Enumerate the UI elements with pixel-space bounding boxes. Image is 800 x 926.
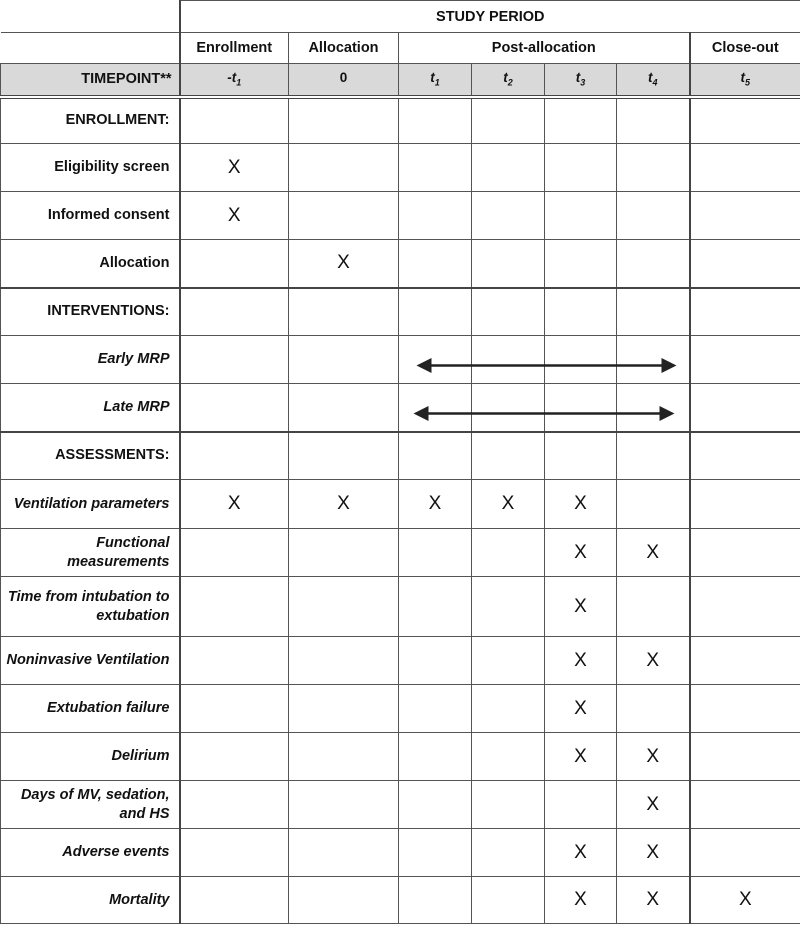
cell-t2 [472, 97, 545, 144]
schedule-row [1, 480, 800, 529]
schedule-row [1, 384, 800, 432]
cell-t3: X [545, 733, 617, 781]
cell-t3 [545, 432, 617, 480]
cell-t1 [399, 577, 472, 637]
cell-enrollment [180, 432, 289, 480]
cell-t5 [690, 432, 800, 480]
cell-t2 [472, 577, 545, 637]
cell-allocation: X [289, 240, 399, 288]
cell-enrollment: X [180, 192, 289, 240]
schedule-row [1, 192, 800, 240]
cell-allocation [289, 577, 399, 637]
cell-t4: X [617, 781, 690, 829]
row-label: Ventilation parameters [1, 480, 180, 529]
cell-t5 [690, 829, 800, 877]
cell-t4: X [617, 733, 690, 781]
cell-t3: X [545, 529, 617, 577]
cell-t5 [690, 637, 800, 685]
timepoint-t1: $t_1$ [399, 64, 472, 97]
cell-t2 [472, 144, 545, 192]
cell-t2 [472, 288, 545, 336]
cell-t3: X [545, 877, 617, 924]
schedule-row [1, 336, 800, 384]
cell-enrollment [180, 97, 289, 144]
timepoint-enrollment: $-t_1$ [180, 64, 289, 97]
schedule-row [1, 288, 800, 336]
cell-t5 [690, 529, 800, 577]
cell-t5 [690, 384, 800, 432]
cell-t3: X [545, 480, 617, 529]
cell-t1 [399, 240, 472, 288]
schedule-row [1, 877, 800, 924]
cell-allocation [289, 685, 399, 733]
cell-t1 [399, 288, 472, 336]
cell-t2 [472, 432, 545, 480]
cell-t4 [617, 577, 690, 637]
schedule-row [1, 781, 800, 829]
cell-t4 [617, 192, 690, 240]
cell-t3: X [545, 637, 617, 685]
cell-t4 [617, 384, 690, 432]
cell-t4 [617, 144, 690, 192]
row-label: Early MRP [1, 336, 180, 384]
cell-t4: X [617, 529, 690, 577]
study-period-heading: STUDY PERIOD [180, 1, 800, 33]
cell-enrollment [180, 733, 289, 781]
cell-t3: X [545, 685, 617, 733]
timepoint-t3: $t_3$ [545, 64, 617, 97]
cell-allocation [289, 781, 399, 829]
cell-t1 [399, 192, 472, 240]
cell-allocation [289, 829, 399, 877]
cell-t1 [399, 432, 472, 480]
cell-t2: X [472, 480, 545, 529]
section-heading: INTERVENTIONS: [1, 288, 180, 336]
cell-enrollment [180, 829, 289, 877]
cell-t5 [690, 192, 800, 240]
cell-allocation [289, 529, 399, 577]
row-label: Late MRP [1, 384, 180, 432]
cell-t5 [690, 336, 800, 384]
cell-t3 [545, 288, 617, 336]
timepoint-t2: $t_2$ [472, 64, 545, 97]
cell-t4 [617, 480, 690, 529]
section-heading: ENROLLMENT: [1, 97, 180, 144]
cell-t1 [399, 877, 472, 924]
cell-t1 [399, 144, 472, 192]
timepoint-row [1, 64, 800, 97]
schedule-row [1, 829, 800, 877]
cell-t5 [690, 480, 800, 529]
cell-t1 [399, 384, 472, 432]
schedule-row [1, 529, 800, 577]
schedule-body [1, 97, 800, 924]
row-label: Extubation failure [1, 685, 180, 733]
cell-t5 [690, 733, 800, 781]
cell-t1 [399, 781, 472, 829]
cell-t3 [545, 336, 617, 384]
row-label: Functional measurements [1, 529, 180, 577]
cell-t3: X [545, 829, 617, 877]
cell-t3 [545, 192, 617, 240]
cell-t5 [690, 781, 800, 829]
cell-t2 [472, 637, 545, 685]
cell-t4: X [617, 637, 690, 685]
phase-post-allocation: Post-allocation [399, 33, 690, 64]
schedule-row [1, 432, 800, 480]
cell-t1 [399, 637, 472, 685]
cell-allocation [289, 144, 399, 192]
cell-allocation [289, 877, 399, 924]
cell-t4 [617, 97, 690, 144]
cell-allocation [289, 637, 399, 685]
cell-t4: X [617, 829, 690, 877]
phase-allocation: Allocation [289, 33, 399, 64]
cell-enrollment: X [180, 480, 289, 529]
cell-t5 [690, 240, 800, 288]
section-heading: ASSESSMENTS: [1, 432, 180, 480]
phase-close-out: Close-out [690, 33, 800, 64]
cell-enrollment [180, 384, 289, 432]
cell-t1 [399, 685, 472, 733]
row-label: Adverse events [1, 829, 180, 877]
row-label: Days of MV, sedation, and HS [1, 781, 180, 829]
row-label: Mortality [1, 877, 180, 924]
schedule-row [1, 685, 800, 733]
cell-allocation [289, 432, 399, 480]
cell-t2 [472, 192, 545, 240]
row-label: Delirium [1, 733, 180, 781]
row-label: Noninvasive Ventilation [1, 637, 180, 685]
cell-enrollment [180, 877, 289, 924]
cell-t1 [399, 97, 472, 144]
cell-enrollment [180, 577, 289, 637]
cell-t4 [617, 432, 690, 480]
cell-t1 [399, 733, 472, 781]
cell-t3 [545, 781, 617, 829]
cell-t2 [472, 685, 545, 733]
cell-t1 [399, 529, 472, 577]
cell-t3 [545, 144, 617, 192]
cell-t2 [472, 240, 545, 288]
cell-allocation [289, 97, 399, 144]
study-period-row [1, 1, 800, 33]
cell-t4 [617, 288, 690, 336]
cell-t2 [472, 336, 545, 384]
cell-enrollment [180, 288, 289, 336]
schedule-row [1, 97, 800, 144]
corner-cell [1, 1, 180, 33]
cell-t5 [690, 288, 800, 336]
cell-allocation [289, 192, 399, 240]
schedule-row [1, 144, 800, 192]
cell-t5 [690, 97, 800, 144]
timepoint-t5: $t_5$ [690, 64, 800, 97]
schedule-row [1, 577, 800, 637]
phase-enrollment: Enrollment [180, 33, 289, 64]
timepoint-allocation: 0 [289, 64, 399, 97]
cell-t1 [399, 336, 472, 384]
cell-t2 [472, 733, 545, 781]
cell-enrollment [180, 240, 289, 288]
row-label: Allocation [1, 240, 180, 288]
cell-t4: X [617, 877, 690, 924]
cell-t2 [472, 529, 545, 577]
cell-allocation [289, 384, 399, 432]
cell-t1: X [399, 480, 472, 529]
cell-enrollment [180, 781, 289, 829]
cell-t3 [545, 97, 617, 144]
cell-enrollment [180, 685, 289, 733]
cell-t2 [472, 877, 545, 924]
corner-cell-2 [1, 33, 180, 64]
row-label: Time from intubation to extubation [1, 577, 180, 637]
row-label: Informed consent [1, 192, 180, 240]
timepoint-t4: $t_4$ [617, 64, 690, 97]
cell-t4 [617, 685, 690, 733]
cell-allocation [289, 288, 399, 336]
cell-t2 [472, 829, 545, 877]
cell-t2 [472, 384, 545, 432]
timepoint-label: TIMEPOINT** [1, 64, 180, 97]
schedule-row [1, 637, 800, 685]
cell-t5 [690, 144, 800, 192]
cell-enrollment [180, 637, 289, 685]
schedule-row [1, 733, 800, 781]
cell-t2 [472, 781, 545, 829]
cell-t4 [617, 240, 690, 288]
phase-row [1, 33, 800, 64]
cell-allocation [289, 733, 399, 781]
cell-t1 [399, 829, 472, 877]
cell-allocation [289, 336, 399, 384]
cell-t4 [617, 336, 690, 384]
cell-enrollment: X [180, 144, 289, 192]
row-label: Eligibility screen [1, 144, 180, 192]
cell-t3 [545, 384, 617, 432]
cell-t5 [690, 577, 800, 637]
cell-t3: X [545, 577, 617, 637]
cell-enrollment [180, 336, 289, 384]
cell-enrollment [180, 529, 289, 577]
cell-t5 [690, 685, 800, 733]
cell-t3 [545, 240, 617, 288]
cell-allocation: X [289, 480, 399, 529]
cell-t5: X [690, 877, 800, 924]
schedule-row [1, 240, 800, 288]
